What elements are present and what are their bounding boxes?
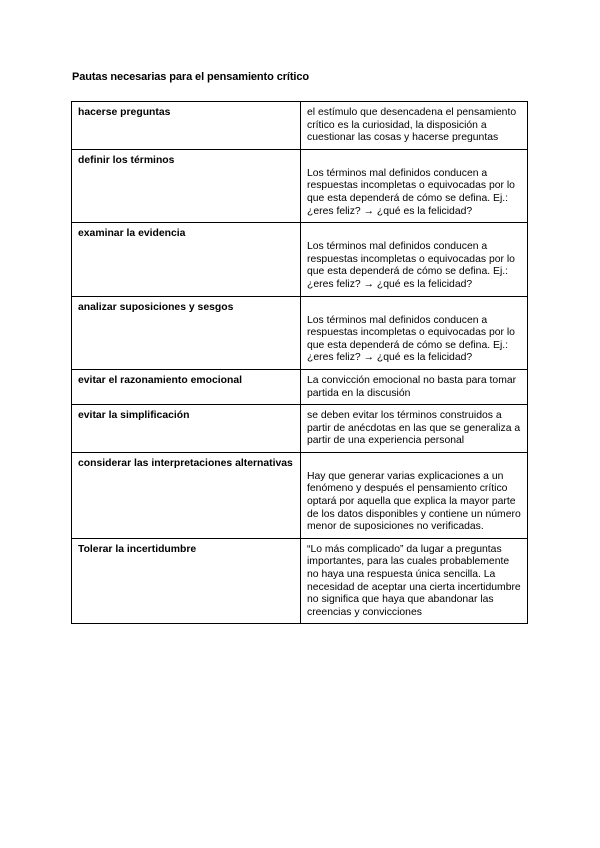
description-cell: se deben evitar los términos construidos a partir de anécdotas en las que se generaliza a partir de una experiencia personal [301, 405, 528, 453]
term-cell: examinar la evidencia [72, 223, 301, 296]
term-cell: evitar la simplificación [72, 405, 301, 453]
description-cell: Hay que generar varias explicaciones a un fenómeno y después el pensamiento crítico optará por aquella que explica la mayor parte de los datos disponibles y contiene un número menor de suposiciones no verificadas. [301, 452, 528, 538]
term-cell: definir los términos [72, 149, 301, 222]
table-row [72, 149, 528, 222]
page-title: Pautas necesarias para el pensamiento crítico [72, 71, 310, 83]
term-cell: analizar suposiciones y sesgos [72, 296, 301, 369]
description-cell: Los términos mal definidos conducen a respuestas incompletas o equivocadas por lo que esta dependerá de cómo se defina. Ej.: ¿eres feliz? → ¿qué es la felicidad? [301, 223, 528, 296]
table-row [72, 296, 528, 369]
description-cell: Los términos mal definidos conducen a respuestas incompletas o equivocadas por lo que esta dependerá de cómo se defina. Ej.: ¿eres feliz? → ¿qué es la felicidad? [301, 296, 528, 369]
term-cell: considerar las interpretaciones alternativas [72, 452, 301, 538]
table-row [72, 102, 528, 150]
table-row [72, 223, 528, 296]
description-cell: Los términos mal definidos conducen a respuestas incompletas o equivocadas por lo que esta dependerá de cómo se defina. Ej.: ¿eres feliz? → ¿qué es la felicidad? [301, 149, 528, 222]
term-cell: hacerse preguntas [72, 102, 301, 150]
table-row [72, 369, 528, 404]
description-cell: el estímulo que desencadena el pensamiento crítico es la curiosidad, la disposición a cuestionar las cosas y hacerse preguntas [301, 102, 528, 150]
guidelines-table [71, 101, 528, 624]
description-cell: “Lo más complicado” da lugar a preguntas importantes, para las cuales probablemente no haya una respuesta única sencilla. La necesidad de aceptar una cierta incertidumbre no significa que haya que abandonar las creencias y convicciones [301, 538, 528, 624]
table-row [72, 538, 528, 624]
term-cell: evitar el razonamiento emocional [72, 369, 301, 404]
table-row [72, 405, 528, 453]
term-cell: Tolerar la incertidumbre [72, 538, 301, 624]
table-row [72, 452, 528, 538]
description-cell: La convicción emocional no basta para tomar partida en la discusión [301, 369, 528, 404]
